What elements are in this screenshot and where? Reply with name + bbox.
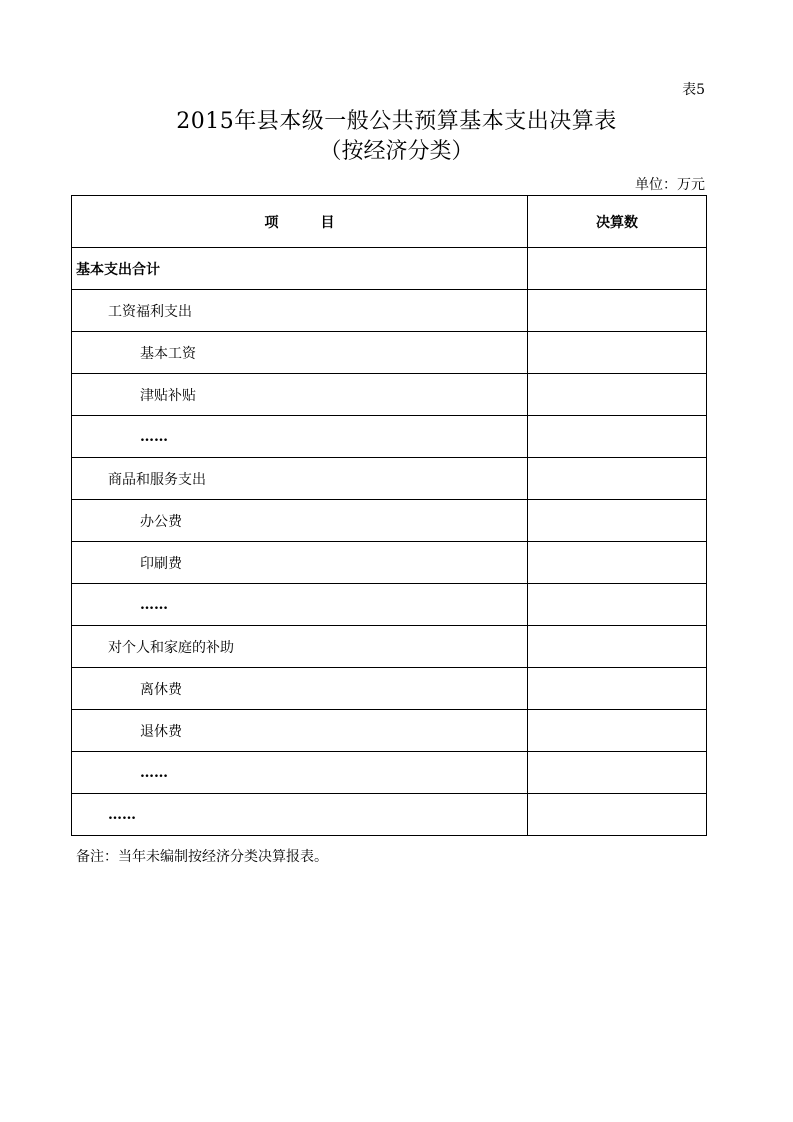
table-row: [72, 416, 707, 458]
row-label: 基本工资: [72, 332, 528, 374]
unit-label: 单位：万元: [635, 177, 705, 193]
row-label: ……: [72, 752, 528, 794]
page-subtitle: （按经济分类）: [319, 139, 474, 164]
row-value: [528, 626, 707, 668]
table-row: [72, 584, 707, 626]
table-header-row: [72, 196, 707, 248]
row-value: [528, 542, 707, 584]
row-label: 津贴补贴: [72, 374, 528, 416]
table-row: [72, 794, 707, 836]
table-row: [72, 752, 707, 794]
column-header-item: 项 目: [72, 196, 528, 248]
table-row: [72, 374, 707, 416]
row-label: 离休费: [72, 668, 528, 710]
row-label: 办公费: [72, 500, 528, 542]
column-header-amount: 决算数: [528, 196, 707, 248]
row-value: [528, 710, 707, 752]
table-row: [72, 500, 707, 542]
table-row: [72, 542, 707, 584]
row-value: [528, 458, 707, 500]
table-row: [72, 626, 707, 668]
row-value: [528, 248, 707, 290]
row-value: [528, 584, 707, 626]
row-label: 商品和服务支出: [72, 458, 528, 500]
row-label: ……: [72, 416, 528, 458]
table-row: [72, 668, 707, 710]
row-value: [528, 668, 707, 710]
row-label: ……: [72, 794, 528, 836]
row-label: 印刷费: [72, 542, 528, 584]
table-row: [72, 458, 707, 500]
table-row: [72, 290, 707, 332]
row-value: [528, 752, 707, 794]
row-value: [528, 374, 707, 416]
page-title: 2015年县本级一般公共预算基本支出决算表: [176, 109, 617, 134]
table-number-label: 表5: [682, 82, 705, 98]
row-label: ……: [72, 584, 528, 626]
row-label: 对个人和家庭的补助: [72, 626, 528, 668]
row-label: 工资福利支出: [72, 290, 528, 332]
row-value: [528, 290, 707, 332]
table-row: [72, 248, 707, 290]
row-value: [528, 794, 707, 836]
row-value: [528, 416, 707, 458]
table-row: [72, 332, 707, 374]
expenditure-table: [71, 195, 707, 836]
footnote: 备注：当年未编制按经济分类决算报表。: [76, 849, 328, 865]
row-label: 退休费: [72, 710, 528, 752]
row-value: [528, 500, 707, 542]
row-label: 基本支出合计: [72, 248, 528, 290]
row-value: [528, 332, 707, 374]
table-row: [72, 710, 707, 752]
